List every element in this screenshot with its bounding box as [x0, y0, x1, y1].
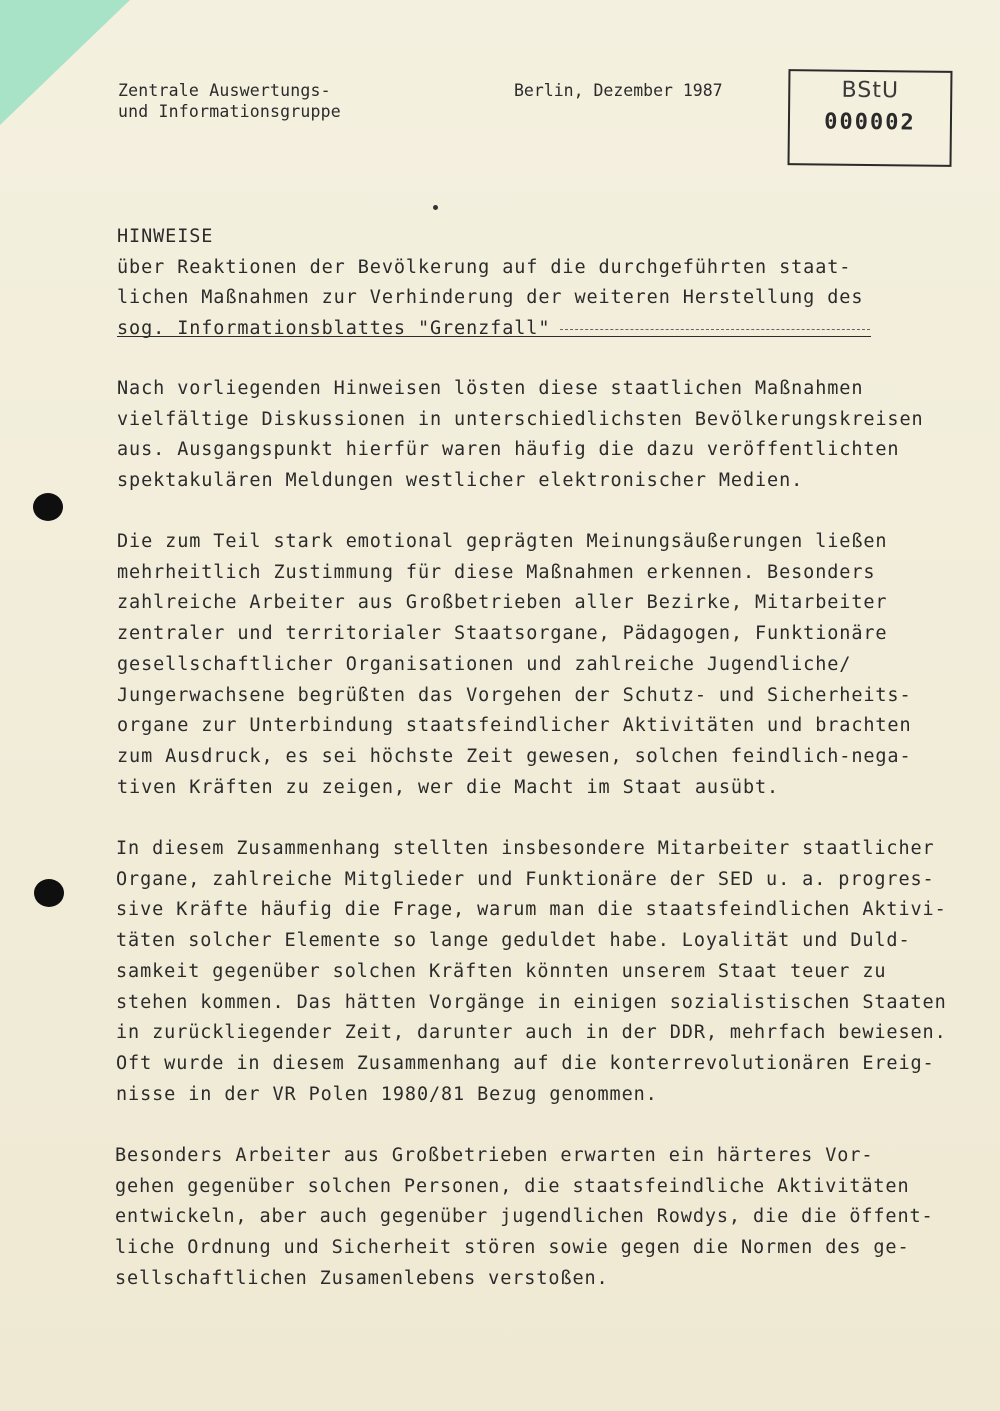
text-line: zentraler und territorialer Staatsorgane, Pädagogen, Funktionäre	[117, 623, 888, 645]
text-line: tiven Kräften zu zeigen, wer die Macht im Staat ausübt.	[117, 776, 780, 798]
text-line: stehen kommen. Das hätten Vorgänge in einigen sozialistischen Staaten	[116, 991, 947, 1013]
punch-hole	[34, 879, 64, 907]
text-line: In diesem Zusammenhang stellten insbesondere Mitarbeiter staatlicher	[116, 838, 935, 859]
title-heading: HINWEISE	[117, 226, 214, 247]
title-underline	[117, 336, 871, 337]
sender-line: und Informationsgruppe	[118, 102, 341, 121]
text-line: liche Ordnung und Sicherheit stören sowie gegen die Normen des ge-	[115, 1237, 910, 1259]
text-line: täten solcher Elemente so lange geduldet habe. Loyalität und Duld-	[116, 930, 911, 952]
text-line: sellschaftlichen Zusamenlebens verstoßen.	[115, 1267, 609, 1289]
text-line: spektakulären Meldungen westlicher elektronischer Medien.	[117, 470, 804, 492]
stamp-number: 000002	[824, 109, 916, 136]
text-line: organe zur Unterbindung staatsfeindlicher Aktivitäten und brachten	[117, 715, 912, 737]
text-line: zum Ausdruck, es sei höchste Zeit gewesen, solchen feindlich-nega-	[117, 745, 912, 767]
text-line: Besonders Arbeiter aus Großbetrieben erwarten ein härteres Vor-	[115, 1145, 874, 1166]
text-line: samkeit gegenüber solchen Kräften könnten unserem Staat teuer zu	[116, 960, 887, 982]
text-line: Jungerwachsene begrüßten das Vorgehen der Schutz- und Sicherheits-	[117, 684, 912, 706]
title-line: sog. Informationsblattes "Grenzfall"	[117, 318, 551, 340]
title-dash-fill	[560, 329, 870, 330]
date-line: Berlin, Dezember 1987	[514, 81, 723, 100]
text-line: Die zum Teil stark emotional geprägten Meinungsäußerungen ließen	[117, 531, 888, 552]
stamp-agency: BStU	[841, 77, 900, 104]
text-line: zahlreiche Arbeiter aus Großbetrieben aller Bezirke, Mitarbeiter	[117, 592, 888, 614]
text-line: Nach vorliegenden Hinweisen lösten diese staatlichen Maßnahmen	[117, 378, 864, 399]
paragraph-2	[117, 527, 912, 803]
text-line: in zurückliegender Zeit, darunter auch in der DDR, mehrfach bewiesen.	[116, 1022, 947, 1044]
paragraph-4	[115, 1141, 934, 1295]
text-line: nisse in der VR Polen 1980/81 Bezug genommen.	[116, 1083, 658, 1105]
text-line: Organe, zahlreiche Mitglieder und Funktionäre der SED u. a. progres-	[116, 868, 935, 890]
folder-tab-corner	[0, 0, 130, 125]
sender-line: Zentrale Auswertungs-	[118, 81, 331, 100]
text-line: gesellschaftlicher Organisationen und zahlreiche Jugendliche/	[117, 653, 852, 675]
text-line: vielfältige Diskussionen in unterschiedlichsten Bevölkerungskreisen	[117, 408, 924, 430]
text-line: aus. Ausgangspunkt hierfür waren häufig die dazu veröffentlichten	[117, 439, 900, 461]
text-line: entwickeln, aber auch gegenüber jugendlichen Rowdys, die die öffent-	[115, 1206, 934, 1228]
title-line: lichen Maßnahmen zur Verhinderung der weiteren Herstellung des	[117, 287, 864, 309]
document-title	[117, 222, 863, 345]
paragraph-1	[117, 374, 924, 497]
text-line: sive Kräfte häufig die Frage, warum man die staatsfeindlichen Aktivi-	[116, 899, 947, 921]
ink-dot	[433, 205, 438, 210]
archive-stamp	[788, 69, 953, 167]
text-line: Oft wurde in diesem Zusammenhang auf die konterrevolutionären Ereig-	[116, 1052, 935, 1074]
paragraph-3	[116, 834, 947, 1110]
title-line: über Reaktionen der Bevölkerung auf die durchgeführten staat-	[117, 256, 852, 278]
punch-hole	[33, 493, 63, 521]
text-line: gehen gegenüber solchen Personen, die staatsfeindliche Aktivitäten	[115, 1175, 910, 1197]
text-line: mehrheitlich Zustimmung für diese Maßnahmen erkennen. Besonders	[117, 561, 876, 583]
sender-block	[118, 80, 341, 122]
